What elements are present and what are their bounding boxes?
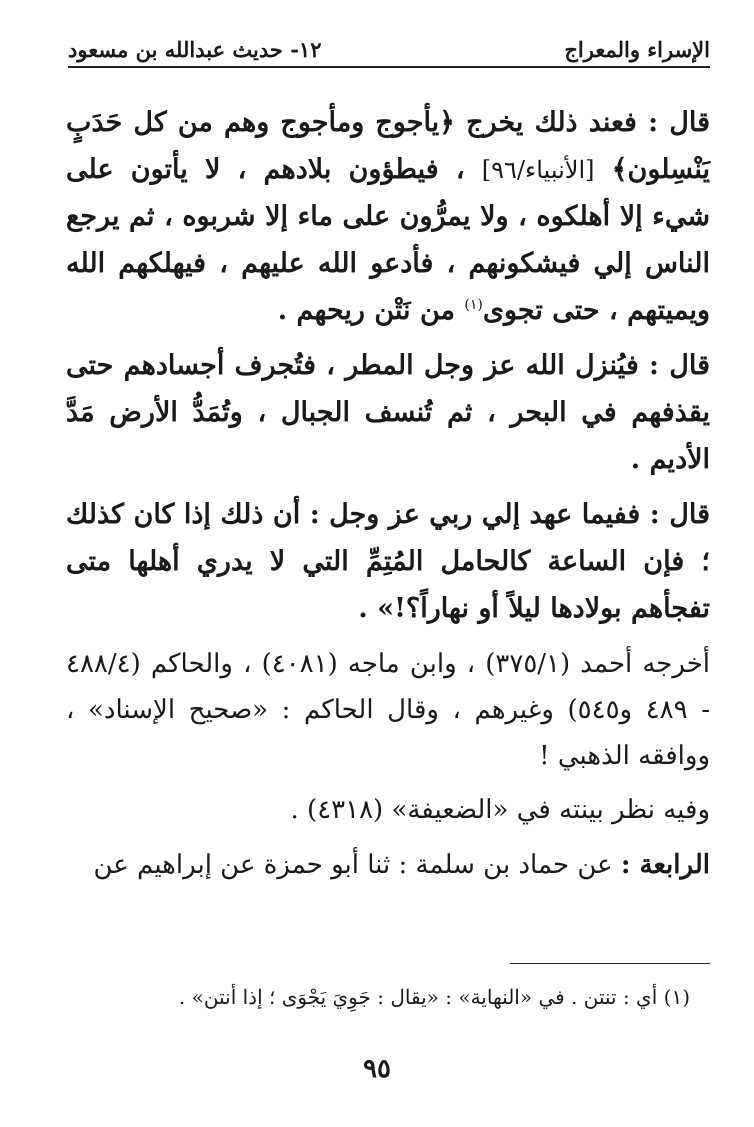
footnote-marker[interactable]: (١)	[464, 296, 483, 313]
paragraph-text: ، فيطؤون بلادهم ، لا يأتون على شيء إلا أهلكوه ، ولا يمرُّون على ماء إلا شربوه ، ثم يرجع الناس إلي فيشكونهم ، فأدعو الله عليهم ، فيهلكهم الله ويميتهم ، حتى تجوى	[66, 153, 710, 326]
speaker-lead: قال :	[649, 498, 710, 530]
section-lead: الرابعة :	[620, 849, 710, 880]
hadith-paragraph-1	[66, 100, 710, 335]
running-header	[68, 22, 710, 68]
paragraph-text: عن حماد بن سلمة : ثنا أبو حمزة عن إبراهيم عن	[93, 849, 621, 880]
book-title: الإسراء والمعراج	[564, 36, 710, 62]
paragraph-text: فعند ذلك يخرج ﴿يأجوج ومأجوج وهم من كل حَدَبٍ يَنْسِلون﴾	[66, 107, 710, 185]
paragraph-text: أخرجه أحمد (٣٧٥/١) ، وابن ماجه (٤٠٨١) ، والحاكم (٤٨٨/٤ - ٤٨٩ و٥٤٥) وغيرهم ، وقال الحاكم : «صحيح الإسناد» ، ووافقه الذهبي !	[66, 648, 711, 772]
takhrij-paragraph	[66, 641, 710, 780]
comment-paragraph	[66, 787, 710, 833]
paragraph-text: ففيما عهد إلي ربي عز وجل : أن ذلك إذا كان كذلك ؛ فإن الساعة كالحامل المُتِمِّ التي لا يدري أهلها متى تفجأهم بولادها ليلاً أو نهاراً؟!» .	[66, 498, 710, 624]
footnote-divider	[510, 963, 710, 964]
page-body	[66, 100, 710, 888]
footnote: (١) أي : تنتن . في «النهاية» : «يقال : جَوِيَ يَجْوَى ؛ إذا أنتن» .	[178, 985, 690, 1009]
page-number: ٩٥	[363, 1054, 391, 1084]
speaker-lead: قال :	[648, 107, 710, 138]
paragraph-text: وفيه نظر بينته في «الضعيفة» (٤٣١٨) .	[290, 795, 710, 826]
fourth-narration-paragraph	[66, 842, 710, 888]
quran-reference: [الأنبياء/٩٦]	[481, 155, 595, 184]
hadith-paragraph-2	[66, 343, 710, 484]
chapter-title: ١٢- حديث عبدالله بن مسعود	[68, 36, 322, 62]
speaker-lead: قال :	[649, 349, 711, 381]
paragraph-text: فيُنزل الله عز وجل المطر ، فتُجرف أجسادهم حتى يقذفهم في البحر ، ثم تُنسف الجبال ، وتُمَدُّ الأرض مَدَّ الأديم .	[66, 349, 710, 475]
hadith-paragraph-3	[66, 492, 710, 633]
paragraph-text: من نَتْن ريحهم .	[277, 294, 465, 326]
